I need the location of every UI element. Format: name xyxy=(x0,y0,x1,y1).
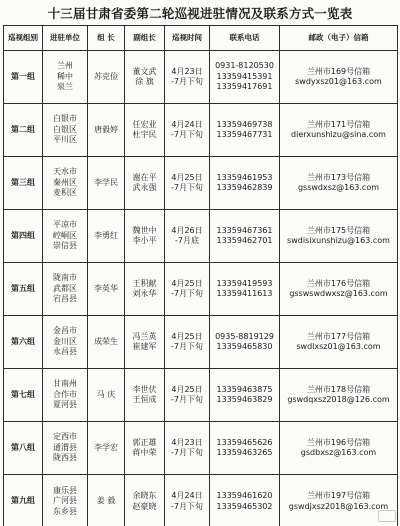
units-cell xyxy=(43,263,88,316)
deputy-name: 崔建军 xyxy=(132,342,157,351)
time-start: 4月25日 xyxy=(171,278,203,288)
email-address[interactable]: gsswdxsz@163.com xyxy=(297,183,380,192)
time-cell xyxy=(165,316,210,369)
email-address[interactable]: gsdbxsz@163.com xyxy=(300,448,377,457)
mailbox: 兰州市197号信箱 xyxy=(306,491,371,500)
deputy-cell xyxy=(125,316,165,369)
unit-name: 平凉市 xyxy=(53,220,77,230)
deputy-name: 郭正雄 xyxy=(132,437,157,447)
deputy-name: 徐 旗 xyxy=(135,77,154,86)
leader-cell: 李学民 xyxy=(88,157,125,210)
table-row xyxy=(4,316,398,369)
phone-number: 13359463829 xyxy=(216,395,273,404)
deputy-name: 董文武 xyxy=(132,66,157,76)
phone-number: 13359419593 xyxy=(216,278,273,288)
deputy-cell xyxy=(125,475,165,526)
unit-name: 崆峒区 xyxy=(53,230,77,240)
group-cell: 第五组 xyxy=(4,263,43,316)
unit-name: 甘南州 xyxy=(53,379,77,389)
mail-cell xyxy=(280,263,398,316)
time-start: 4月25日 xyxy=(171,331,203,341)
header-deputy: 副组长 xyxy=(125,26,165,51)
header-phone: 联系电话 xyxy=(210,26,280,51)
phone-cell xyxy=(210,157,280,210)
mail-cell xyxy=(280,51,398,104)
mailbox: 兰州市169号信箱 xyxy=(306,66,371,76)
table-row xyxy=(4,104,398,157)
header-time: 巡视时间 xyxy=(165,26,210,51)
phone-number: 13359465626 xyxy=(216,437,273,447)
phone-number: 0931-8120530 xyxy=(215,61,274,71)
leader-cell: 李英华 xyxy=(88,263,125,316)
deputy-name: 王恒成 xyxy=(132,395,157,404)
deputy-name: 赵豪晓 xyxy=(132,501,157,511)
units-cell xyxy=(43,51,88,104)
deputy-cell xyxy=(125,157,165,210)
units-cell xyxy=(43,157,88,210)
time-end: -7月下旬 xyxy=(171,342,203,351)
group-cell: 第二组 xyxy=(4,104,43,157)
table-row xyxy=(4,157,398,210)
deputy-name: 冯兰英 xyxy=(132,331,157,341)
unit-name: 陇西县 xyxy=(53,453,77,463)
phone-number: 13359467361 xyxy=(216,225,273,235)
mailbox: 兰州市173号信箱 xyxy=(306,172,371,182)
mailbox: 兰州市177号信箱 xyxy=(306,331,371,341)
deputy-cell xyxy=(125,369,165,422)
email-address[interactable]: swdisixunshizu@163.com xyxy=(287,236,390,245)
time-end: -7月下旬 xyxy=(171,130,203,139)
unit-name: 金昌市 xyxy=(53,326,77,336)
units-cell xyxy=(43,316,88,369)
header-units: 进驻单位 xyxy=(43,26,88,51)
mailbox: 兰州市171号信箱 xyxy=(306,119,371,129)
time-end: -7月下旬 xyxy=(171,289,203,298)
phone-number: 0935-8819129 xyxy=(215,331,274,341)
deputy-cell xyxy=(125,422,165,475)
deputy-name: 杜宇民 xyxy=(132,130,157,139)
leader-cell: 苏克俭 xyxy=(88,51,125,104)
phone-number: 13359411613 xyxy=(216,289,273,298)
phone-number: 13359463875 xyxy=(216,384,273,394)
group-cell: 第七组 xyxy=(4,369,43,422)
deputy-name: 蒋中荣 xyxy=(132,448,157,457)
unit-name: 麦积区 xyxy=(53,188,77,198)
mail-cell xyxy=(280,369,398,422)
time-cell xyxy=(165,157,210,210)
phone-number: 13359465302 xyxy=(216,501,273,511)
time-end: -7月下旬 xyxy=(171,77,203,86)
leader-cell: 唐毅婷 xyxy=(88,104,125,157)
deputy-cell xyxy=(125,210,165,263)
leader-cell: 成荣生 xyxy=(88,316,125,369)
email-address[interactable]: dierxunshizu@sina.com xyxy=(291,130,386,139)
leader-cell: 李学宏 xyxy=(88,422,125,475)
unit-name: 白银市 xyxy=(53,114,77,124)
time-end: -7月下旬 xyxy=(171,501,203,511)
time-cell xyxy=(165,422,210,475)
unit-name: 广河县 xyxy=(53,496,77,506)
mail-cell xyxy=(280,210,398,263)
group-cell: 第四组 xyxy=(4,210,43,263)
deputy-name: 刘永华 xyxy=(132,289,157,298)
email-address[interactable]: swdyxsz01@163.com xyxy=(295,77,382,86)
unit-name: 永昌县 xyxy=(53,347,77,357)
table-row xyxy=(4,210,398,263)
phone-cell xyxy=(210,263,280,316)
unit-name: 平川区 xyxy=(53,135,77,145)
phone-number: 13359461620 xyxy=(216,491,273,500)
deputy-name: 任宏业 xyxy=(132,119,157,129)
watermark-stamp xyxy=(378,510,396,522)
unit-name: 宕昌县 xyxy=(53,294,77,304)
units-cell xyxy=(43,210,88,263)
phone-cell xyxy=(210,51,280,104)
phone-number: 13359465830 xyxy=(216,342,273,351)
header-leader: 组 长 xyxy=(88,26,125,51)
unit-name: 兰州 xyxy=(57,61,73,71)
phone-cell xyxy=(210,422,280,475)
units-cell xyxy=(43,369,88,422)
unit-name: 定西市 xyxy=(53,432,77,442)
time-end: -7月下旬 xyxy=(171,448,203,457)
group-cell: 第八组 xyxy=(4,422,43,475)
phone-number: 13359462701 xyxy=(216,236,273,245)
time-cell xyxy=(165,263,210,316)
unit-name: 白银区 xyxy=(53,124,77,134)
email-address[interactable]: gswdjxsz2018@163.com xyxy=(288,501,389,511)
table-row xyxy=(4,422,398,475)
unit-name: 康乐县 xyxy=(53,485,77,495)
leader-cell: 姜 毅 xyxy=(88,475,125,526)
mailbox: 兰州市178号信箱 xyxy=(306,384,371,394)
deputy-name: 魏世中 xyxy=(132,225,157,235)
unit-name: 泉兰 xyxy=(57,82,73,92)
mailbox: 兰州市196号信箱 xyxy=(306,437,371,447)
time-cell xyxy=(165,51,210,104)
deputy-name: 李世伏 xyxy=(132,384,157,394)
time-start: 4月23日 xyxy=(171,66,203,76)
deputy-name: 王积献 xyxy=(132,278,157,288)
time-start: 4月23日 xyxy=(171,437,203,447)
units-cell xyxy=(43,475,88,526)
unit-name: 武都区 xyxy=(53,283,77,293)
phone-number: 13359417691 xyxy=(216,82,273,92)
phone-number: 13359462839 xyxy=(216,183,273,192)
phone-number: 13359463265 xyxy=(216,448,273,457)
deputy-name: 谢在平 xyxy=(132,172,157,182)
group-cell: 第六组 xyxy=(4,316,43,369)
group-cell: 第一组 xyxy=(4,51,43,104)
deputy-cell xyxy=(125,104,165,157)
deputy-name: 余晓东 xyxy=(132,491,157,500)
email-address[interactable]: gsswswdwxsz@163.com xyxy=(289,289,388,298)
page-title: 十三届甘肃省委第二轮巡视进驻情况及联系方式一览表 xyxy=(47,6,353,21)
unit-name: 天水市 xyxy=(53,167,77,177)
time-cell xyxy=(165,104,210,157)
unit-name: 东乡县 xyxy=(53,506,77,516)
time-start: 4月25日 xyxy=(171,384,203,394)
header-row xyxy=(4,26,398,51)
time-cell xyxy=(165,369,210,422)
contact-table xyxy=(3,25,398,526)
time-cell xyxy=(165,210,210,263)
unit-name: 陇南市 xyxy=(53,273,77,283)
mailbox: 兰州市176号信箱 xyxy=(306,278,371,288)
phone-cell xyxy=(210,475,280,526)
deputy-name: 李小平 xyxy=(132,236,157,245)
table-row xyxy=(4,263,398,316)
time-end: -7月底 xyxy=(175,236,199,245)
phone-number: 13359461953 xyxy=(216,172,273,182)
time-cell xyxy=(165,475,210,526)
mail-cell xyxy=(280,422,398,475)
time-start: 4月25日 xyxy=(171,172,203,182)
phone-cell xyxy=(210,210,280,263)
unit-name: 金川区 xyxy=(53,336,77,346)
mail-cell xyxy=(280,104,398,157)
table-row xyxy=(4,51,398,104)
deputy-cell xyxy=(125,51,165,104)
phone-cell xyxy=(210,369,280,422)
phone-cell xyxy=(210,104,280,157)
deputy-cell xyxy=(125,263,165,316)
units-cell xyxy=(43,104,88,157)
leader-cell: 马 庆 xyxy=(88,369,125,422)
table-row xyxy=(4,369,398,422)
deputy-name: 武永强 xyxy=(132,183,157,192)
unit-name: 夏河县 xyxy=(53,400,77,410)
leader-cell: 李勇红 xyxy=(88,210,125,263)
phone-number: 13359415391 xyxy=(216,71,273,81)
mail-cell xyxy=(280,157,398,210)
time-start: 4月26日 xyxy=(171,225,203,235)
time-end: -7月下旬 xyxy=(171,395,203,404)
phone-number: 13359469738 xyxy=(216,119,273,129)
unit-name: 崇信县 xyxy=(53,241,77,251)
time-end: -7月下旬 xyxy=(171,183,203,192)
time-start: 4月24日 xyxy=(171,119,203,129)
time-start: 4月24日 xyxy=(171,491,203,500)
phone-cell xyxy=(210,316,280,369)
units-cell xyxy=(43,422,88,475)
mail-cell xyxy=(280,316,398,369)
phone-number: 13359467731 xyxy=(216,130,273,139)
unit-name: 秦州区 xyxy=(53,177,77,187)
table-row xyxy=(4,475,398,526)
email-address[interactable]: swdlxsz01@163.com xyxy=(296,342,381,351)
header-group: 巡视组别 xyxy=(4,26,43,51)
unit-name: 合作市 xyxy=(53,389,77,399)
header-mail: 邮政（电子）信箱 xyxy=(280,26,398,51)
group-cell: 第九组 xyxy=(4,475,43,526)
mailbox: 兰州市175号信箱 xyxy=(306,225,371,235)
unit-name: 稀中 xyxy=(57,71,73,81)
email-address[interactable]: gswdqxsz2018@126.com xyxy=(287,395,390,404)
unit-name: 通渭县 xyxy=(53,442,77,452)
group-cell: 第三组 xyxy=(4,157,43,210)
